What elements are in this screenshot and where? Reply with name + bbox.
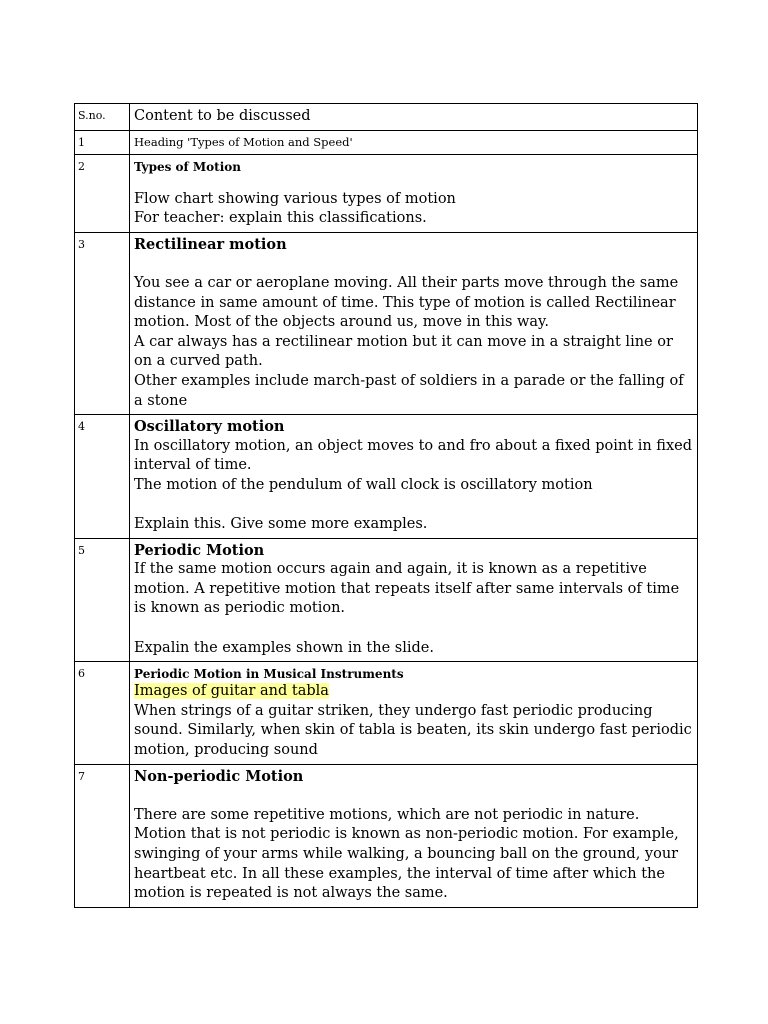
- spacer: [134, 496, 693, 516]
- sno-header-label: S.no.: [78, 109, 106, 122]
- highlighted-note: [134, 682, 693, 702]
- row-content: [130, 154, 698, 232]
- row-number: 2: [75, 154, 130, 232]
- row-title: Rectilinear motion: [134, 235, 287, 253]
- row-number: 4: [75, 415, 130, 539]
- table-row: [75, 130, 698, 154]
- row-line: You see a car or aeroplane moving. All their parts move through the same distance in same amount of time. This type of motion is called Rectilinear motion. Most of the objects around us, move in this way.: [134, 274, 679, 331]
- row-line: A car always has a rectilinear motion but it can move in a straight line or on a curved path.: [134, 333, 673, 370]
- row-content: [130, 415, 698, 539]
- table-row: [75, 415, 698, 539]
- row-title: Types of Motion: [134, 159, 242, 174]
- row-title: Periodic Motion: [134, 541, 265, 559]
- row-line: The motion of the pendulum of wall clock is oscillatory motion: [134, 476, 593, 493]
- row-content: [130, 662, 698, 764]
- row-content: [130, 130, 698, 154]
- row-number: 6: [75, 662, 130, 764]
- table-row: [75, 154, 698, 232]
- table-row: [75, 538, 698, 662]
- row-text: Heading 'Types of Motion and Speed': [134, 134, 353, 149]
- row-line: For teacher: explain this classifications.: [134, 210, 427, 227]
- row-line: Expalin the examples shown in the slide.: [134, 639, 434, 656]
- spacer: [134, 254, 693, 274]
- row-number: 5: [75, 538, 130, 662]
- row-content: [130, 538, 698, 662]
- table-row: [75, 764, 698, 907]
- content-header-label: Content to be discussed: [134, 108, 311, 124]
- row-content: [130, 764, 698, 907]
- sno-header: [75, 104, 130, 131]
- table-header-row: [75, 104, 698, 131]
- highlighted-text: Images of guitar and tabla: [134, 683, 329, 700]
- spacer: [134, 175, 693, 190]
- row-title: Oscillatory motion: [134, 418, 285, 436]
- row-line: When strings of a guitar striken, they undergo fast periodic producing sound. Similarly, when skin of tabla is beaten, its skin undergo fast periodic motion, producing sound: [134, 702, 692, 759]
- row-title: Periodic Motion in Musical Instruments: [134, 667, 404, 682]
- row-line: Explain this. Give some more examples.: [134, 516, 428, 533]
- row-title: Non-periodic Motion: [134, 767, 304, 785]
- row-line: If the same motion occurs again and again, it is known as a repetitive motion. A repetitive motion that repeats itself after same intervals of time is known as periodic motion.: [134, 561, 680, 617]
- row-number: 1: [75, 130, 130, 154]
- spacer: [134, 619, 693, 639]
- table-row: [75, 232, 698, 414]
- content-header: [130, 104, 698, 131]
- row-number: 7: [75, 764, 130, 907]
- row-content: [130, 232, 698, 414]
- row-line: Other examples include march-past of soldiers in a parade or the falling of a stone: [134, 372, 684, 409]
- lesson-plan-table: [74, 103, 698, 908]
- row-line: In oscillatory motion, an object moves to and fro about a fixed point in fixed interval of time.: [134, 437, 692, 474]
- row-line: There are some repetitive motions, which are not periodic in nature. Motion that is not periodic is known as non-periodic motion. For example, swinging of your arms while walking, a bouncing ball on the ground, your heartbeat etc. In all these examples, the interval of time after which the motion is repeated is not always the same.: [134, 806, 679, 902]
- row-number: 3: [75, 232, 130, 414]
- row-line: Flow chart showing various types of motion: [134, 190, 456, 207]
- table-row: [75, 662, 698, 764]
- spacer: [134, 786, 693, 806]
